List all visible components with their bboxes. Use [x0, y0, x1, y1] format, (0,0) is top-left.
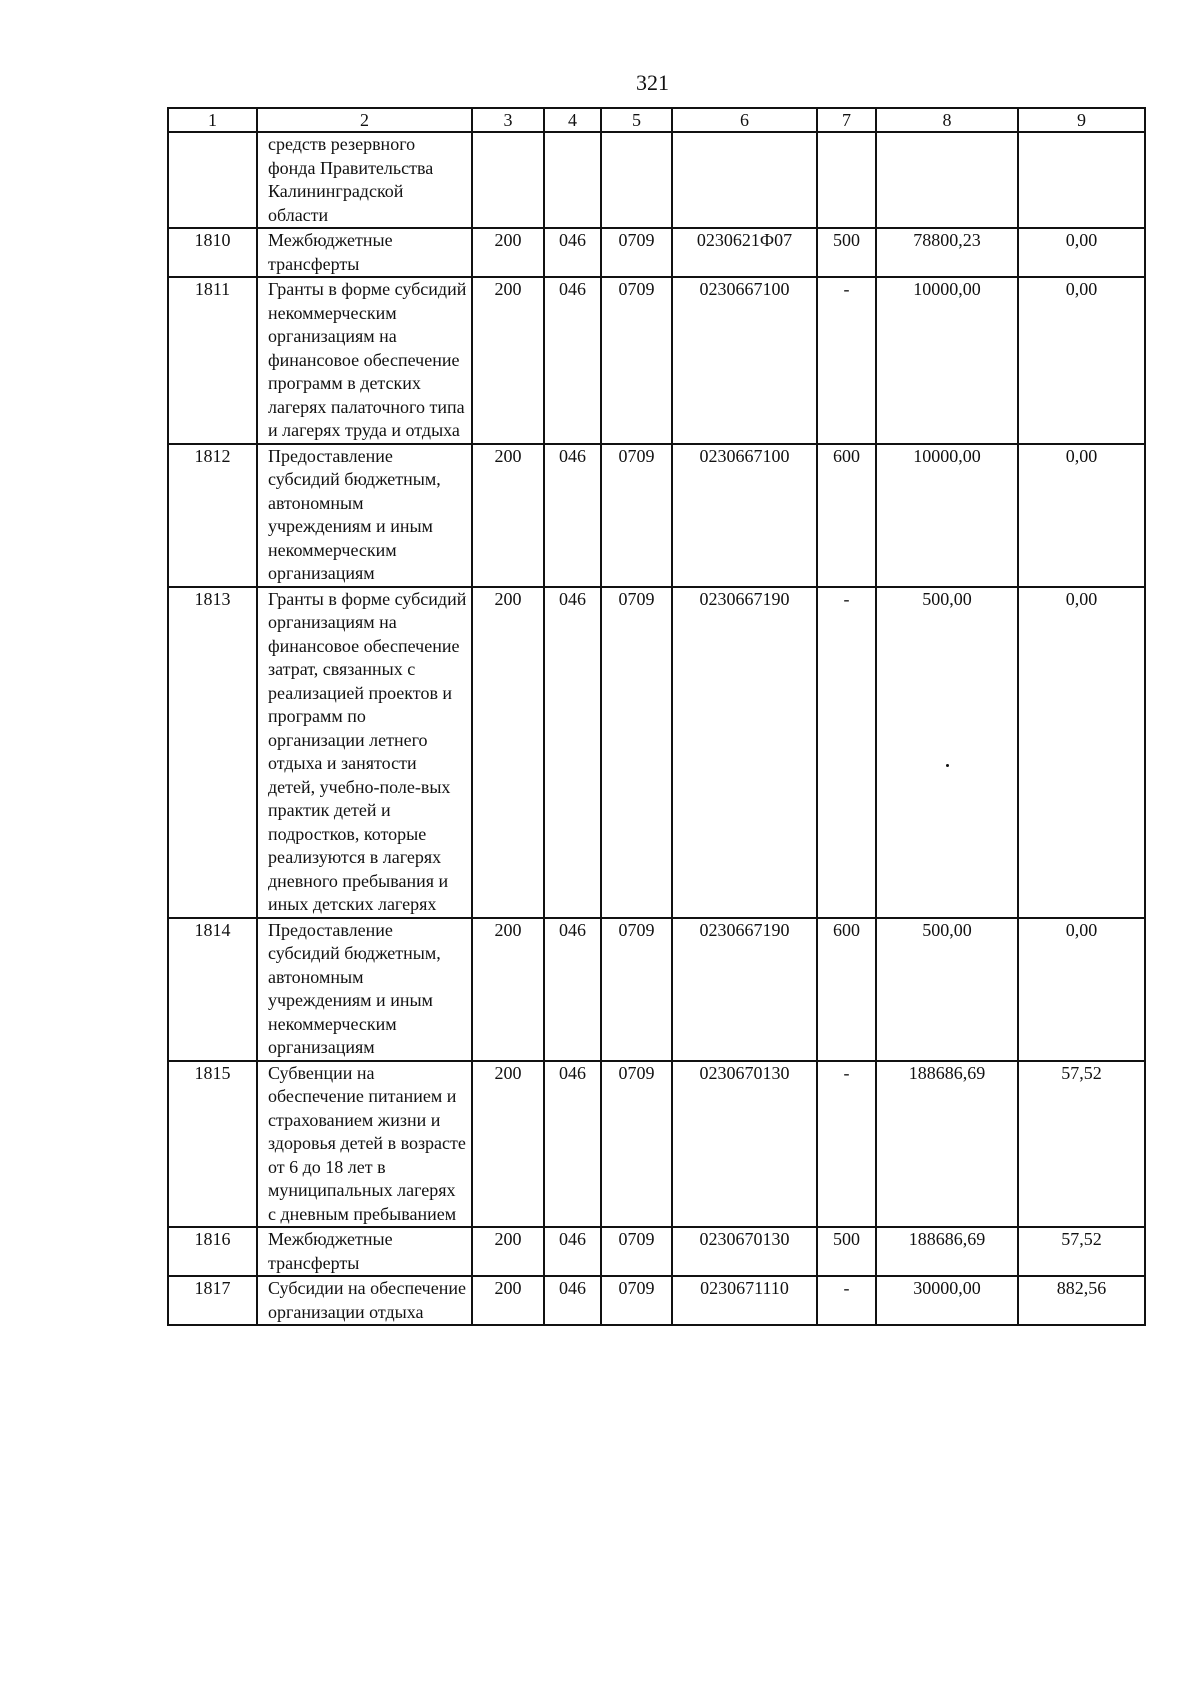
table-row [168, 228, 1145, 277]
cell-col6: 0230667100 [672, 277, 817, 444]
cell-col3: 200 [472, 228, 544, 277]
cell-col7: 500 [817, 228, 876, 277]
row-name: Гранты в форме субсидий организациям на финансовое обеспечение затрат, связанных с реализацией проектов и программ по организации летнего отдыха и занятости детей, учебно-поле-вых практик детей и подростков, которые реализуются в лагерях дневного пребывания и иных детских лагерях [257, 587, 472, 918]
row-name: Субвенции на обеспечение питанием и страхованием жизни и здоровья детей в возрасте от 6 до 18 лет в муниципальных лагерях с дневным пребыванием [257, 1061, 472, 1228]
table-row [168, 132, 1145, 228]
scan-speck [946, 764, 949, 767]
row-number: 1812 [168, 444, 257, 587]
cell-col6: 0230621Ф07 [672, 228, 817, 277]
cell-col3: 200 [472, 1227, 544, 1276]
cell-col3 [472, 132, 544, 228]
cell-col4: 046 [544, 1061, 601, 1228]
cell-col8: 188686,69 [876, 1227, 1018, 1276]
row-number [168, 132, 257, 228]
column-header: 2 [257, 108, 472, 132]
column-header: 3 [472, 108, 544, 132]
cell-col7: - [817, 587, 876, 918]
cell-col5: 0709 [601, 1227, 672, 1276]
row-name: Межбюджетные трансферты [257, 1227, 472, 1276]
table-row [168, 1061, 1145, 1228]
column-header: 8 [876, 108, 1018, 132]
table-row [168, 918, 1145, 1061]
cell-col4: 046 [544, 444, 601, 587]
cell-col8 [876, 132, 1018, 228]
cell-col9: 57,52 [1018, 1061, 1145, 1228]
table-row [168, 587, 1145, 918]
cell-col4: 046 [544, 587, 601, 918]
cell-col8: 78800,23 [876, 228, 1018, 277]
cell-col7: - [817, 1061, 876, 1228]
cell-col9: 882,56 [1018, 1276, 1145, 1325]
cell-col6: 0230671110 [672, 1276, 817, 1325]
cell-col6: 0230667190 [672, 918, 817, 1061]
row-name: Гранты в форме субсидий некоммерческим организациям на финансовое обеспечение программ в детских лагерях палаточного типа и лагерях труда и отдыха [257, 277, 472, 444]
cell-col5: 0709 [601, 1276, 672, 1325]
row-number: 1814 [168, 918, 257, 1061]
cell-col6: 0230670130 [672, 1061, 817, 1228]
cell-col3: 200 [472, 587, 544, 918]
cell-col6: 0230670130 [672, 1227, 817, 1276]
table-row [168, 1276, 1145, 1325]
row-name: Предоставление субсидий бюджетным, автономным учреждениям и иным некоммерческим организациям [257, 444, 472, 587]
cell-col7: - [817, 1276, 876, 1325]
cell-col8: 500,00 [876, 587, 1018, 918]
column-header: 7 [817, 108, 876, 132]
cell-col7: 500 [817, 1227, 876, 1276]
cell-col8: 30000,00 [876, 1276, 1018, 1325]
cell-col7 [817, 132, 876, 228]
cell-col4 [544, 132, 601, 228]
cell-col6: 0230667190 [672, 587, 817, 918]
row-number: 1813 [168, 587, 257, 918]
cell-col8: 500,00 [876, 918, 1018, 1061]
cell-col4: 046 [544, 228, 601, 277]
cell-col7: - [817, 277, 876, 444]
cell-col8: 188686,69 [876, 1061, 1018, 1228]
column-header: 5 [601, 108, 672, 132]
cell-col3: 200 [472, 277, 544, 444]
column-header: 9 [1018, 108, 1145, 132]
cell-col7: 600 [817, 444, 876, 587]
cell-col9: 0,00 [1018, 277, 1145, 444]
cell-col5: 0709 [601, 277, 672, 444]
column-header: 1 [168, 108, 257, 132]
table-header-row [168, 108, 1145, 132]
cell-col3: 200 [472, 444, 544, 587]
cell-col4: 046 [544, 1227, 601, 1276]
cell-col5: 0709 [601, 918, 672, 1061]
cell-col8: 10000,00 [876, 444, 1018, 587]
cell-col6: 0230667100 [672, 444, 817, 587]
row-number: 1815 [168, 1061, 257, 1228]
cell-col4: 046 [544, 277, 601, 444]
cell-col9: 0,00 [1018, 918, 1145, 1061]
row-name: средств резервного фонда Правительства Калининградской области [257, 132, 472, 228]
cell-col3: 200 [472, 918, 544, 1061]
cell-col6 [672, 132, 817, 228]
row-number: 1817 [168, 1276, 257, 1325]
column-header: 4 [544, 108, 601, 132]
table-row [168, 1227, 1145, 1276]
cell-col9 [1018, 132, 1145, 228]
cell-col5: 0709 [601, 1061, 672, 1228]
budget-table [167, 107, 1146, 1326]
cell-col4: 046 [544, 918, 601, 1061]
cell-col3: 200 [472, 1276, 544, 1325]
cell-col9: 57,52 [1018, 1227, 1145, 1276]
row-name: Предоставление субсидий бюджетным, автономным учреждениям и иным некоммерческим организациям [257, 918, 472, 1061]
cell-col5 [601, 132, 672, 228]
cell-col8: 10000,00 [876, 277, 1018, 444]
cell-col9: 0,00 [1018, 587, 1145, 918]
cell-col5: 0709 [601, 587, 672, 918]
row-name: Межбюджетные трансферты [257, 228, 472, 277]
column-header: 6 [672, 108, 817, 132]
cell-col5: 0709 [601, 444, 672, 587]
page-number: 321 [636, 70, 669, 95]
row-number: 1811 [168, 277, 257, 444]
table-row [168, 444, 1145, 587]
table-row [168, 277, 1145, 444]
cell-col7: 600 [817, 918, 876, 1061]
cell-col4: 046 [544, 1276, 601, 1325]
row-number: 1810 [168, 228, 257, 277]
row-name: Субсидии на обеспечение организации отдыха [257, 1276, 472, 1325]
cell-col5: 0709 [601, 228, 672, 277]
cell-col9: 0,00 [1018, 444, 1145, 587]
cell-col9: 0,00 [1018, 228, 1145, 277]
cell-col3: 200 [472, 1061, 544, 1228]
row-number: 1816 [168, 1227, 257, 1276]
